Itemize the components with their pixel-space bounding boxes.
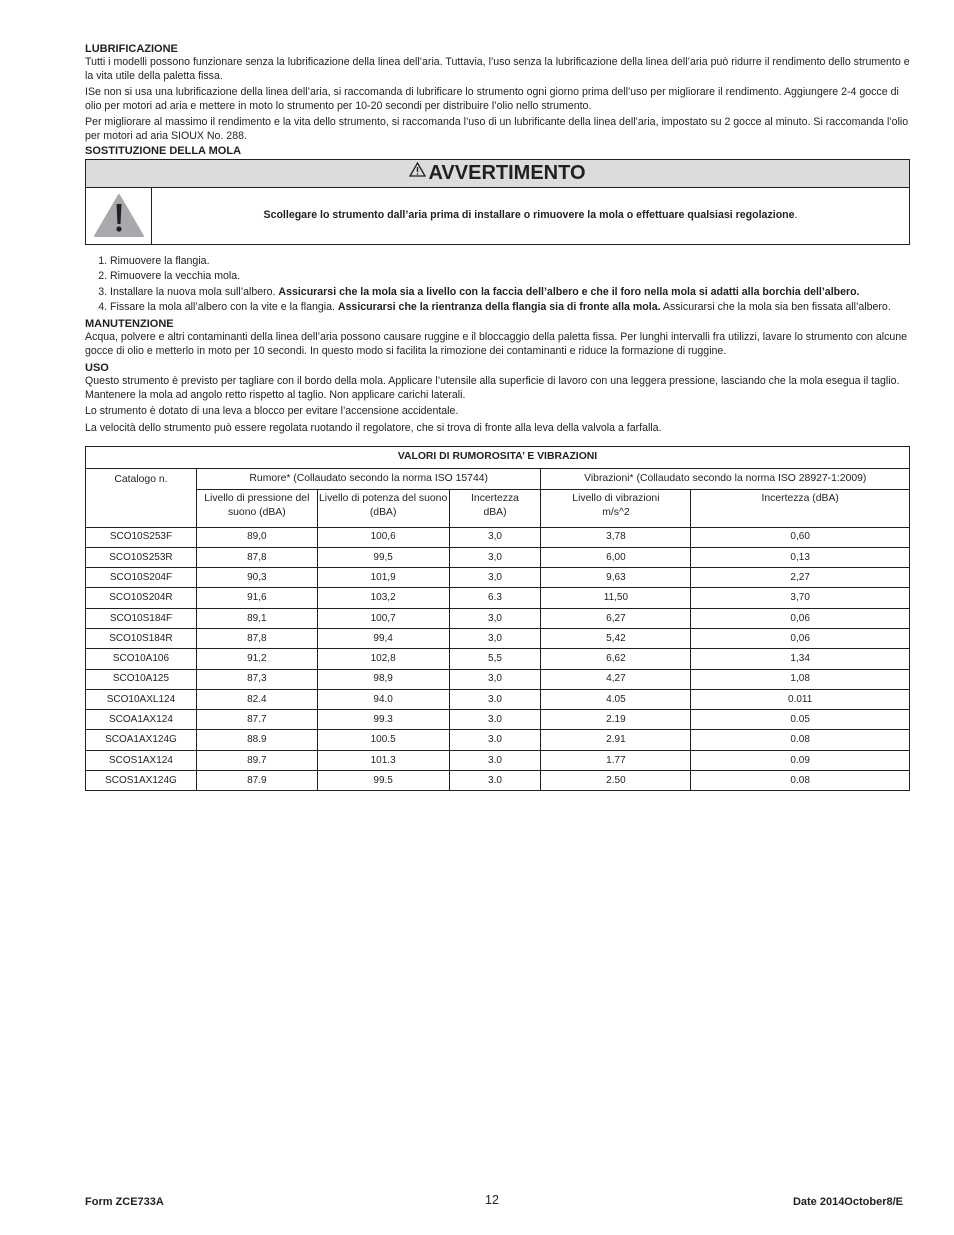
table-cell: 99,5	[317, 547, 449, 567]
table-row	[86, 568, 910, 588]
table-cell: 100,7	[317, 608, 449, 628]
noise-header: Rumore* (Collaudato secondo la norma ISO 15744)	[196, 468, 541, 489]
table-cell: 6,00	[541, 547, 691, 567]
table-cell: 87,8	[196, 547, 317, 567]
warning-title: AVVERTIMENTO	[428, 161, 586, 184]
page-number: 12	[485, 1193, 499, 1207]
table-row	[86, 608, 910, 628]
table-cell: SCO10S204R	[86, 588, 197, 608]
vibration-header: Vibrazioni* (Collaudato secondo la norma ISO 28927-1:2009)	[541, 468, 910, 489]
table-row	[86, 771, 910, 791]
form-number: Form ZCE733A	[85, 1196, 164, 1208]
maintenance-heading: MANUTENZIONE	[85, 317, 174, 330]
use-paragraph-2: Lo strumento è dotato di una leva a blocco per evitare l’accensione accidentale.	[85, 405, 459, 418]
table-cell: 103,2	[317, 588, 449, 608]
lubrication-paragraph-2: ISe non si usa una lubrificazione della linea dell’aria, si raccomanda di lubrificare lo strumento ogni giorno prima dell’uso per migliorare il rendimento. Aggiungere 2-4 gocce di olio per motori ad aria e mettere in moto lo strumento per 10-20 secondi per distribuire l’olio nello strumento.	[85, 86, 899, 112]
list-item: 4. Fissare la mola all’albero con la vite e la flangia. Assicurarsi che la rientranza della flangia sia di fronte alla mola. Assicurarsi che la mola sia ben fissata all’albero.	[110, 301, 910, 315]
table-cell: SCOA1AX124	[86, 710, 197, 730]
table-cell: 3,0	[449, 669, 541, 689]
exclamation-triangle-icon	[86, 188, 152, 244]
table-cell: 3,0	[449, 608, 541, 628]
table-cell: 1.77	[541, 750, 691, 770]
table-cell: 2.50	[541, 771, 691, 791]
table-cell: 1,08	[691, 669, 910, 689]
table-cell: SCOS1AX124G	[86, 771, 197, 791]
table-cell: 88.9	[196, 730, 317, 750]
table-row	[86, 649, 910, 669]
table-row	[86, 588, 910, 608]
table-cell: 11,50	[541, 588, 691, 608]
table-cell: SCO10S204F	[86, 568, 197, 588]
list-item: 1. Rimuovere la flangia.	[110, 255, 910, 269]
table-cell: 101,9	[317, 568, 449, 588]
table-row	[86, 628, 910, 648]
table-cell: 4,27	[541, 669, 691, 689]
column-header: Livello di vibrazioni m/s^2	[541, 489, 691, 527]
table-row	[86, 689, 910, 709]
table-cell: 99,4	[317, 628, 449, 648]
table-cell: 82.4	[196, 689, 317, 709]
table-cell: SCO10S184F	[86, 608, 197, 628]
table-cell: 5,42	[541, 628, 691, 648]
warning-message: Scollegare lo strumento dall’aria prima di installare o rimuovere la mola o effettuare qualsiasi regolazione .	[263, 208, 798, 221]
use-paragraph-3: La velocità dello strumento può essere regolata ruotando il regolatore, che si trova di fronte alla leva della valvola a farfalla.	[85, 421, 662, 434]
table-cell: 99.5	[317, 771, 449, 791]
table-cell: 0,13	[691, 547, 910, 567]
table-cell: SCO10S253F	[86, 527, 197, 547]
warning-header	[86, 160, 909, 188]
table-cell: SCO10A125	[86, 669, 197, 689]
table-cell: 3.0	[449, 710, 541, 730]
table-cell: 3.0	[449, 750, 541, 770]
noise-vibration-table	[85, 446, 910, 792]
table-cell: 91,2	[196, 649, 317, 669]
lubrication-heading: LUBRIFICAZIONE	[85, 43, 178, 55]
table-cell: 0.08	[691, 730, 910, 750]
use-paragraph-1: Questo strumento è previsto per tagliare con il bordo della mola. Applicare l’utensile alla superficie di lavoro con una leggera pressione, lasciando che la mola esegua il taglio. Mantenere la mola ad angolo retto rispetto al taglio. Non applicare carichi laterali.	[85, 375, 900, 401]
table-cell: 2.19	[541, 710, 691, 730]
document-date: Date 2014October8/E	[792, 1196, 903, 1208]
table-cell: 87,8	[196, 628, 317, 648]
table-cell: 3.0	[449, 771, 541, 791]
table-cell: 3,0	[449, 527, 541, 547]
table-cell: 0.05	[691, 710, 910, 730]
table-cell: SCO10S253R	[86, 547, 197, 567]
table-cell: 6,62	[541, 649, 691, 669]
warning-box	[85, 159, 910, 245]
lubrication-paragraph-3: Per migliorare al massimo il rendimento e la vita dello strumento, si raccomanda l’uso di un lubrificante della linea dell’aria, impostato su 2 gocce al minuto. Si raccomanda l’olio per motori ad aria SIOUX No. 288.	[85, 116, 909, 142]
column-header: Livello di potenza del suono (dBA)	[317, 489, 449, 527]
table-cell: 87,3	[196, 669, 317, 689]
table-cell: 89.7	[196, 750, 317, 770]
table-cell: 2.91	[541, 730, 691, 750]
table-cell: SCO10A106	[86, 649, 197, 669]
document-page	[85, 42, 910, 791]
table-cell: SCO10AXL124	[86, 689, 197, 709]
table-cell: 3,70	[691, 588, 910, 608]
table-cell: 5,5	[449, 649, 541, 669]
table-cell: 1,34	[691, 649, 910, 669]
catalog-header: Catalogo n.	[86, 468, 197, 527]
table-cell: 90,3	[196, 568, 317, 588]
table-cell: 87.7	[196, 710, 317, 730]
list-item: 2. Rimuovere la vecchia mola.	[110, 270, 910, 284]
warning-triangle-icon	[409, 158, 426, 185]
table-cell: 0,06	[691, 628, 910, 648]
table-cell: 89,0	[196, 527, 317, 547]
table-row	[86, 547, 910, 567]
column-header: Incertezza (dBA)	[691, 489, 910, 527]
table-cell: 0,60	[691, 527, 910, 547]
column-header: Incertezza dBA)	[449, 489, 541, 527]
table-cell: 4.05	[541, 689, 691, 709]
table-cell: 3.0	[449, 689, 541, 709]
table-cell: 98,9	[317, 669, 449, 689]
table-row	[86, 669, 910, 689]
table-cell: 87.9	[196, 771, 317, 791]
table-cell: 0.011	[691, 689, 910, 709]
table-cell: 91,6	[196, 588, 317, 608]
table-cell: 6.3	[449, 588, 541, 608]
table-cell: 94.0	[317, 689, 449, 709]
table-row	[86, 730, 910, 750]
table-cell: SCOS1AX124	[86, 750, 197, 770]
replace-heading: SOSTITUZIONE DELLA MOLA	[85, 144, 242, 157]
table-cell: 102,8	[317, 649, 449, 669]
table-title: VALORI DI RUMOROSITA’ E VIBRAZIONI	[86, 446, 910, 468]
table-cell: 0.08	[691, 771, 910, 791]
maintenance-paragraph: Acqua, polvere e altri contaminanti della linea dell’aria possono causare ruggine e il bloccaggio della paletta fissa. Per lunghi intervalli fra utilizzi, lavare lo strumento con alcune gocce di olio e metterlo in moto per 10 secondi. In questo modo si facilita la rimozione dei contaminanti e riduce la formazione di ruggine.	[85, 330, 908, 357]
lubrication-paragraph-1: Tutti i modelli possono funzionare senza la lubrificazione della linea dell’aria. Tuttavia, l’uso senza la lubrificazione della linea dell’aria può ridurre il rendimento dello strumento e la vita utile della paletta fissa.	[85, 56, 910, 82]
table-row	[86, 527, 910, 547]
table-cell: SCOA1AX124G	[86, 730, 197, 750]
table-cell: 3,0	[449, 568, 541, 588]
table-cell: 3,0	[449, 547, 541, 567]
replacement-steps	[85, 255, 910, 315]
table-cell: 100.5	[317, 730, 449, 750]
table-cell: 89,1	[196, 608, 317, 628]
table-cell: SCO10S184R	[86, 628, 197, 648]
table-cell: 0.09	[691, 750, 910, 770]
table-cell: 3,78	[541, 527, 691, 547]
table-cell: 3.0	[449, 730, 541, 750]
list-item: 3. Installare la nuova mola sull’albero. Assicurarsi che la mola sia a livello con la faccia dell’albero e che il foro nella mola si adatti alla borchia dell’albero.	[110, 286, 910, 300]
table-row	[86, 750, 910, 770]
table-cell: 2,27	[691, 568, 910, 588]
table-cell: 99.3	[317, 710, 449, 730]
table-cell: 3,0	[449, 628, 541, 648]
table-cell: 101.3	[317, 750, 449, 770]
column-header: Livello di pressione del suono (dBA)	[196, 489, 317, 527]
table-cell: 6,27	[541, 608, 691, 628]
table-cell: 100,6	[317, 527, 449, 547]
table-row	[86, 710, 910, 730]
use-heading: USO	[85, 362, 109, 375]
table-cell: 0,06	[691, 608, 910, 628]
table-cell: 9,63	[541, 568, 691, 588]
